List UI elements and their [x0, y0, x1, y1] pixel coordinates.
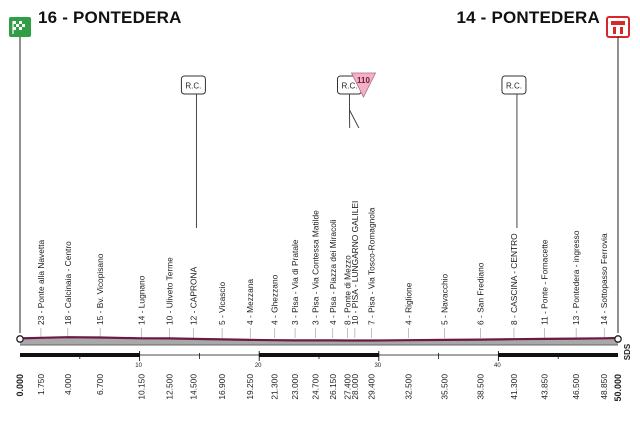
checkpoint-km: 1.750 [35, 374, 46, 395]
checkpoint-name: 10 - PISA - LUNGARNO GALILEI [349, 200, 360, 325]
checkpoint-name: 5 - Navacchio [439, 273, 450, 325]
checkpoint-km: 0.000 [15, 374, 25, 397]
checkpoint-km: 48.850 [599, 374, 610, 400]
checkpoint-name: 6 - San Frediano [475, 262, 486, 325]
checkpoint-km: 6.700 [95, 374, 106, 395]
start-point [17, 336, 23, 342]
checkpoint-km: 29.400 [366, 374, 377, 400]
checkpoint-km: 24.700 [310, 374, 321, 400]
rc-marker-stem [349, 110, 358, 128]
checkpoint-name: 5 - Vicascio [217, 281, 228, 325]
checkpoint-name: 3 - Pisa - Via Contessa Matilde [310, 210, 321, 325]
special-marker-label: 110 [357, 76, 370, 85]
rc-marker-label: R.C. [341, 81, 358, 91]
rc-marker-label: R.C. [505, 81, 522, 91]
scale-tick-label: 30 [374, 363, 382, 369]
checkpoint-name: 10 - Uliveto Terme [164, 257, 175, 325]
checkpoint-km: 32.500 [403, 374, 414, 400]
checkpoint-km: 14.500 [188, 374, 199, 400]
scale-tick-label: 10 [135, 363, 142, 369]
checkpoint-name: 4 - Riglione [403, 282, 414, 325]
checkpoint-km: 41.300 [508, 374, 519, 400]
checkpoint-name: 23 - Ponte alla Navetta [35, 239, 46, 325]
checkpoint-km: 27.400 [342, 374, 353, 400]
checkpoint-km: 43.850 [539, 374, 550, 400]
scale-tick-label: 20 [254, 363, 262, 369]
checkpoint-name: 12 - CAPRONA [188, 266, 199, 325]
checkpoint-km: 4.000 [62, 374, 73, 395]
checkpoint-km: 23.000 [290, 374, 301, 400]
start-title: 16 - PONTEDERA [38, 8, 182, 27]
checkpoint-name: 3 - Pisa - Via di Pratale [290, 239, 301, 325]
checkpoint-name: 7 - Pisa - Via Tosco-Romagnola [366, 207, 377, 325]
checkpoint-name: 14 - Sottopasso Ferrovia [599, 233, 610, 325]
scale-tick-label: 40 [494, 363, 501, 369]
finish-point [615, 336, 621, 342]
checkpoint-name: 8 - CASCINA - CENTRO [508, 233, 519, 325]
checkpoint-km: 46.500 [571, 374, 582, 400]
checkpoint-km: 26.150 [327, 374, 338, 400]
checkpoint-name: 4 - Ghezzano [269, 274, 280, 325]
checkpoint-name: 4 - Mezzana [245, 278, 256, 325]
checkpoint-km: 10.150 [136, 374, 147, 400]
checkpoint-name: 11 - Ponte - Fornacette [539, 239, 550, 325]
checkpoint-name: 13 - Pontedera - ingresso [571, 230, 582, 325]
checkpoint-km: 50.000 [613, 374, 623, 402]
checkpoint-name: 8 - Ponte di Mezzo [342, 255, 353, 325]
checkpoint-name: 15 - Bv. Vicopisano [95, 253, 106, 325]
checkpoint-km: 19.250 [245, 374, 256, 400]
finish-title: 14 - PONTEDERA [456, 8, 600, 27]
checkpoint-name: 18 - Calcinaia - Centro [62, 241, 73, 325]
checkpoint-km: 38.500 [475, 374, 486, 400]
checkpoint-km: 35.500 [439, 374, 450, 400]
checkpoint-km: 16.900 [217, 374, 228, 400]
sds-label: SDS [623, 343, 632, 361]
checkpoint-km: 21.300 [269, 374, 280, 400]
checkpoint-km: 12.500 [164, 374, 175, 400]
rc-marker-label: R.C. [185, 81, 202, 91]
checkpoint-name: 14 - Lugnano [136, 275, 147, 325]
checkpoint-km: 28.000 [349, 374, 360, 400]
start-flag-icon [9, 17, 31, 333]
finish-arrival-icon [607, 17, 629, 333]
checkpoint-name: 4 - Pisa - Piazza dei Miracoli [327, 219, 338, 325]
